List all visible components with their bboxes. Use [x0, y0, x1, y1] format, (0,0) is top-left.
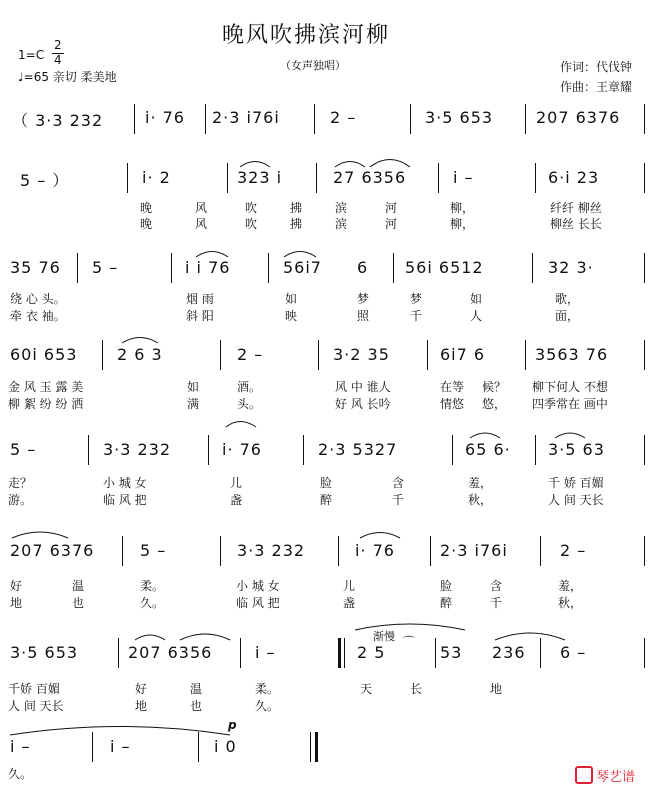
- lyric: 照: [357, 309, 370, 323]
- measure: 2 –: [237, 345, 264, 364]
- lyric: 也: [190, 699, 203, 713]
- lyric: 千: [410, 309, 423, 323]
- fermata-icon: ⌒: [403, 635, 416, 649]
- measure: 6: [357, 258, 369, 277]
- measure: i· 2: [142, 168, 171, 187]
- slur: [495, 633, 565, 640]
- slur: [335, 162, 365, 168]
- lyric: 游。: [8, 493, 33, 507]
- lyric: 柔。: [140, 579, 165, 593]
- lyric: 柳下何人 不想: [532, 380, 608, 394]
- lyric: 头。: [237, 397, 262, 411]
- lyric: 羞，: [558, 579, 583, 593]
- lyric: 风: [195, 217, 208, 231]
- measure: 2 –: [330, 108, 357, 127]
- lyric: 盏: [230, 493, 243, 507]
- page-title: 晚风吹拂滨河柳: [222, 23, 391, 48]
- lyric: 临 风 把: [236, 596, 280, 610]
- measure: i· 76: [222, 440, 262, 459]
- measure: 6·i 23: [548, 168, 600, 187]
- lyric: 柳，: [450, 201, 475, 215]
- lyric: 斜 阳: [186, 309, 214, 323]
- lyric: 好: [10, 579, 23, 593]
- lyric: 柳 絮 纷 纷 洒: [8, 397, 84, 411]
- lyric: 吹: [245, 217, 258, 231]
- measure: 65 6·: [465, 440, 511, 459]
- watermark: 琴艺谱: [575, 766, 635, 785]
- measure: 323 i: [237, 168, 283, 187]
- measure: 3·5 653: [10, 643, 79, 662]
- slur: [122, 338, 158, 344]
- lyric: 梦: [357, 292, 370, 306]
- measure: i –: [255, 643, 276, 662]
- measure: 6 –: [560, 643, 587, 662]
- measure: （ 3·3 232: [12, 111, 104, 130]
- lyric: 面，: [555, 309, 580, 323]
- measure: 207 6356: [128, 643, 213, 662]
- lyric: 在等: [440, 380, 465, 394]
- lyric: 风: [195, 201, 208, 215]
- measure: 56i7: [283, 258, 322, 277]
- lyric: 滨: [335, 201, 348, 215]
- measure: 3·5 653: [425, 108, 494, 127]
- lyric: 金 风 玉 露 美: [8, 380, 84, 394]
- lyric: 拂: [290, 201, 303, 215]
- measure: 3·3 232: [237, 541, 306, 560]
- lyric: 小 城 女: [236, 579, 280, 593]
- lyric: 柔。: [255, 682, 280, 696]
- slur: [226, 422, 256, 428]
- measure: i i 76: [185, 258, 231, 277]
- measure: 2·3 i76i: [212, 108, 280, 127]
- lyric: 拂: [290, 217, 303, 231]
- lyric: 情悠: [440, 397, 465, 411]
- lyric: 人 间 天长: [548, 493, 604, 507]
- lyric: 烟 雨: [186, 292, 214, 306]
- time-signature-top: 2: [54, 38, 62, 52]
- slur: [196, 252, 228, 258]
- measure: i –: [453, 168, 474, 187]
- lyric: 柳，: [450, 217, 475, 231]
- subtitle: （女声独唱）: [280, 59, 346, 72]
- slur: [284, 252, 316, 258]
- quarter-note-icon: ♩: [18, 70, 24, 84]
- lyric: 脸: [320, 476, 333, 490]
- lyric: 天: [360, 682, 373, 696]
- lyric: 小 城 女: [103, 476, 147, 490]
- measure: i 0: [214, 737, 237, 756]
- slur: [240, 162, 270, 168]
- measure: 6i7 6: [440, 345, 486, 364]
- lyric: 晚: [140, 217, 153, 231]
- lyric: 滨: [335, 217, 348, 231]
- measure: i –: [110, 737, 131, 756]
- measure: 3563 76: [535, 345, 609, 364]
- lyric: 脸: [440, 579, 453, 593]
- time-signature-bottom: 4: [54, 53, 62, 67]
- lyric: 含: [392, 476, 405, 490]
- measure: 3·5 63: [548, 440, 605, 459]
- lyric: 地: [135, 699, 148, 713]
- lyric: 歌，: [555, 292, 580, 306]
- lyric: 悠，: [482, 397, 507, 411]
- measure: 2·3 5327: [318, 440, 398, 459]
- key-signature: 1=C: [18, 48, 45, 62]
- measure: 236: [492, 643, 526, 662]
- measure: 27 6356: [333, 168, 407, 187]
- lyric: 牵 衣 袖。: [10, 309, 66, 323]
- lyric: 秋，: [558, 596, 583, 610]
- lyric: 吹: [245, 201, 258, 215]
- lyric: 千: [490, 596, 503, 610]
- lyric: 酒。: [237, 380, 262, 394]
- slur: [10, 727, 230, 736]
- measure: 35 76: [10, 258, 61, 277]
- tempo-marking: ♩=65 亲切 柔美地: [18, 70, 117, 84]
- slur: [12, 532, 68, 538]
- slur: [555, 433, 585, 438]
- lyric: 千: [392, 493, 405, 507]
- measure: 2 –: [560, 541, 587, 560]
- slur: [470, 433, 500, 438]
- lyric: 满: [187, 397, 200, 411]
- lyric: 千娇 百媚: [8, 682, 60, 696]
- measure: 207 6376: [536, 108, 621, 127]
- lyric: 地: [490, 682, 503, 696]
- lyric: 人 间 天长: [8, 699, 64, 713]
- slur: [360, 533, 400, 539]
- measure: 207 6376: [10, 541, 95, 560]
- lyric: 儿: [230, 476, 243, 490]
- lyric: 久。: [255, 699, 280, 713]
- measure: 2 5: [357, 643, 386, 662]
- lyric: 含: [490, 579, 503, 593]
- lyric: 温: [190, 682, 203, 696]
- lyric: 风 中 谁人: [335, 380, 391, 394]
- measure: 5 –: [92, 258, 119, 277]
- lyric: 河: [385, 201, 398, 215]
- tempo-change-marking: 渐慢: [373, 630, 395, 643]
- measure: 32 3·: [548, 258, 594, 277]
- lyric: 儿: [343, 579, 356, 593]
- measure: i· 76: [355, 541, 395, 560]
- slur: [180, 634, 230, 640]
- lyric: 临 风 把: [103, 493, 147, 507]
- measure: 3·3 232: [103, 440, 172, 459]
- measure: 2·3 i76i: [440, 541, 508, 560]
- lyric: 河: [385, 217, 398, 231]
- measure: 60i 653: [10, 345, 78, 364]
- lyric: 如: [187, 380, 200, 394]
- lyric: 久。: [8, 767, 33, 781]
- slur: [135, 635, 165, 640]
- measure: 53: [440, 643, 463, 662]
- lyric: 四季常在 画中: [532, 397, 608, 411]
- lyric: 长: [410, 682, 423, 696]
- measure: 3·2 35: [333, 345, 390, 364]
- lyric: 也: [72, 596, 85, 610]
- lyric: 好 风 长吟: [335, 397, 391, 411]
- lyric: 千 娇 百媚: [548, 476, 604, 490]
- lyric: 盏: [343, 596, 356, 610]
- lyric: 如: [285, 292, 298, 306]
- lyric: 柳丝 长长: [550, 217, 602, 231]
- lyric: 如: [470, 292, 483, 306]
- lyricist: 作词：代伐钟: [560, 60, 633, 74]
- lyric: 羞，: [468, 476, 493, 490]
- lyric: 走？: [8, 476, 33, 490]
- lyric: 好: [135, 682, 148, 696]
- lyric: 温: [72, 579, 85, 593]
- measure: 56i 6512: [405, 258, 484, 277]
- lyric: 梦: [410, 292, 423, 306]
- measure: 5 –: [10, 440, 37, 459]
- lyric: 晚: [140, 201, 153, 215]
- lyric: 秋，: [468, 493, 493, 507]
- lyric: 醉: [320, 493, 333, 507]
- lyric: 映: [285, 309, 298, 323]
- slur: [370, 160, 410, 168]
- composer: 作曲：王章耀: [560, 80, 633, 94]
- brand-logo-icon: [575, 766, 593, 784]
- lyric: 地: [10, 596, 23, 610]
- lyric: 纤纤 柳丝: [550, 201, 602, 215]
- measure: 2 6 3: [117, 345, 163, 364]
- dynamic-marking: p: [228, 718, 237, 732]
- measure: i –: [10, 737, 31, 756]
- slur: [355, 624, 465, 630]
- lyric: 绕 心 头。: [10, 292, 66, 306]
- measure: i· 76: [145, 108, 185, 127]
- lyric: 候？: [482, 380, 507, 394]
- lyric: 人: [470, 309, 483, 323]
- lyric: 久。: [140, 596, 165, 610]
- measure: 5 – ）: [20, 171, 70, 190]
- measure: 5 –: [140, 541, 167, 560]
- lyric: 醉: [440, 596, 453, 610]
